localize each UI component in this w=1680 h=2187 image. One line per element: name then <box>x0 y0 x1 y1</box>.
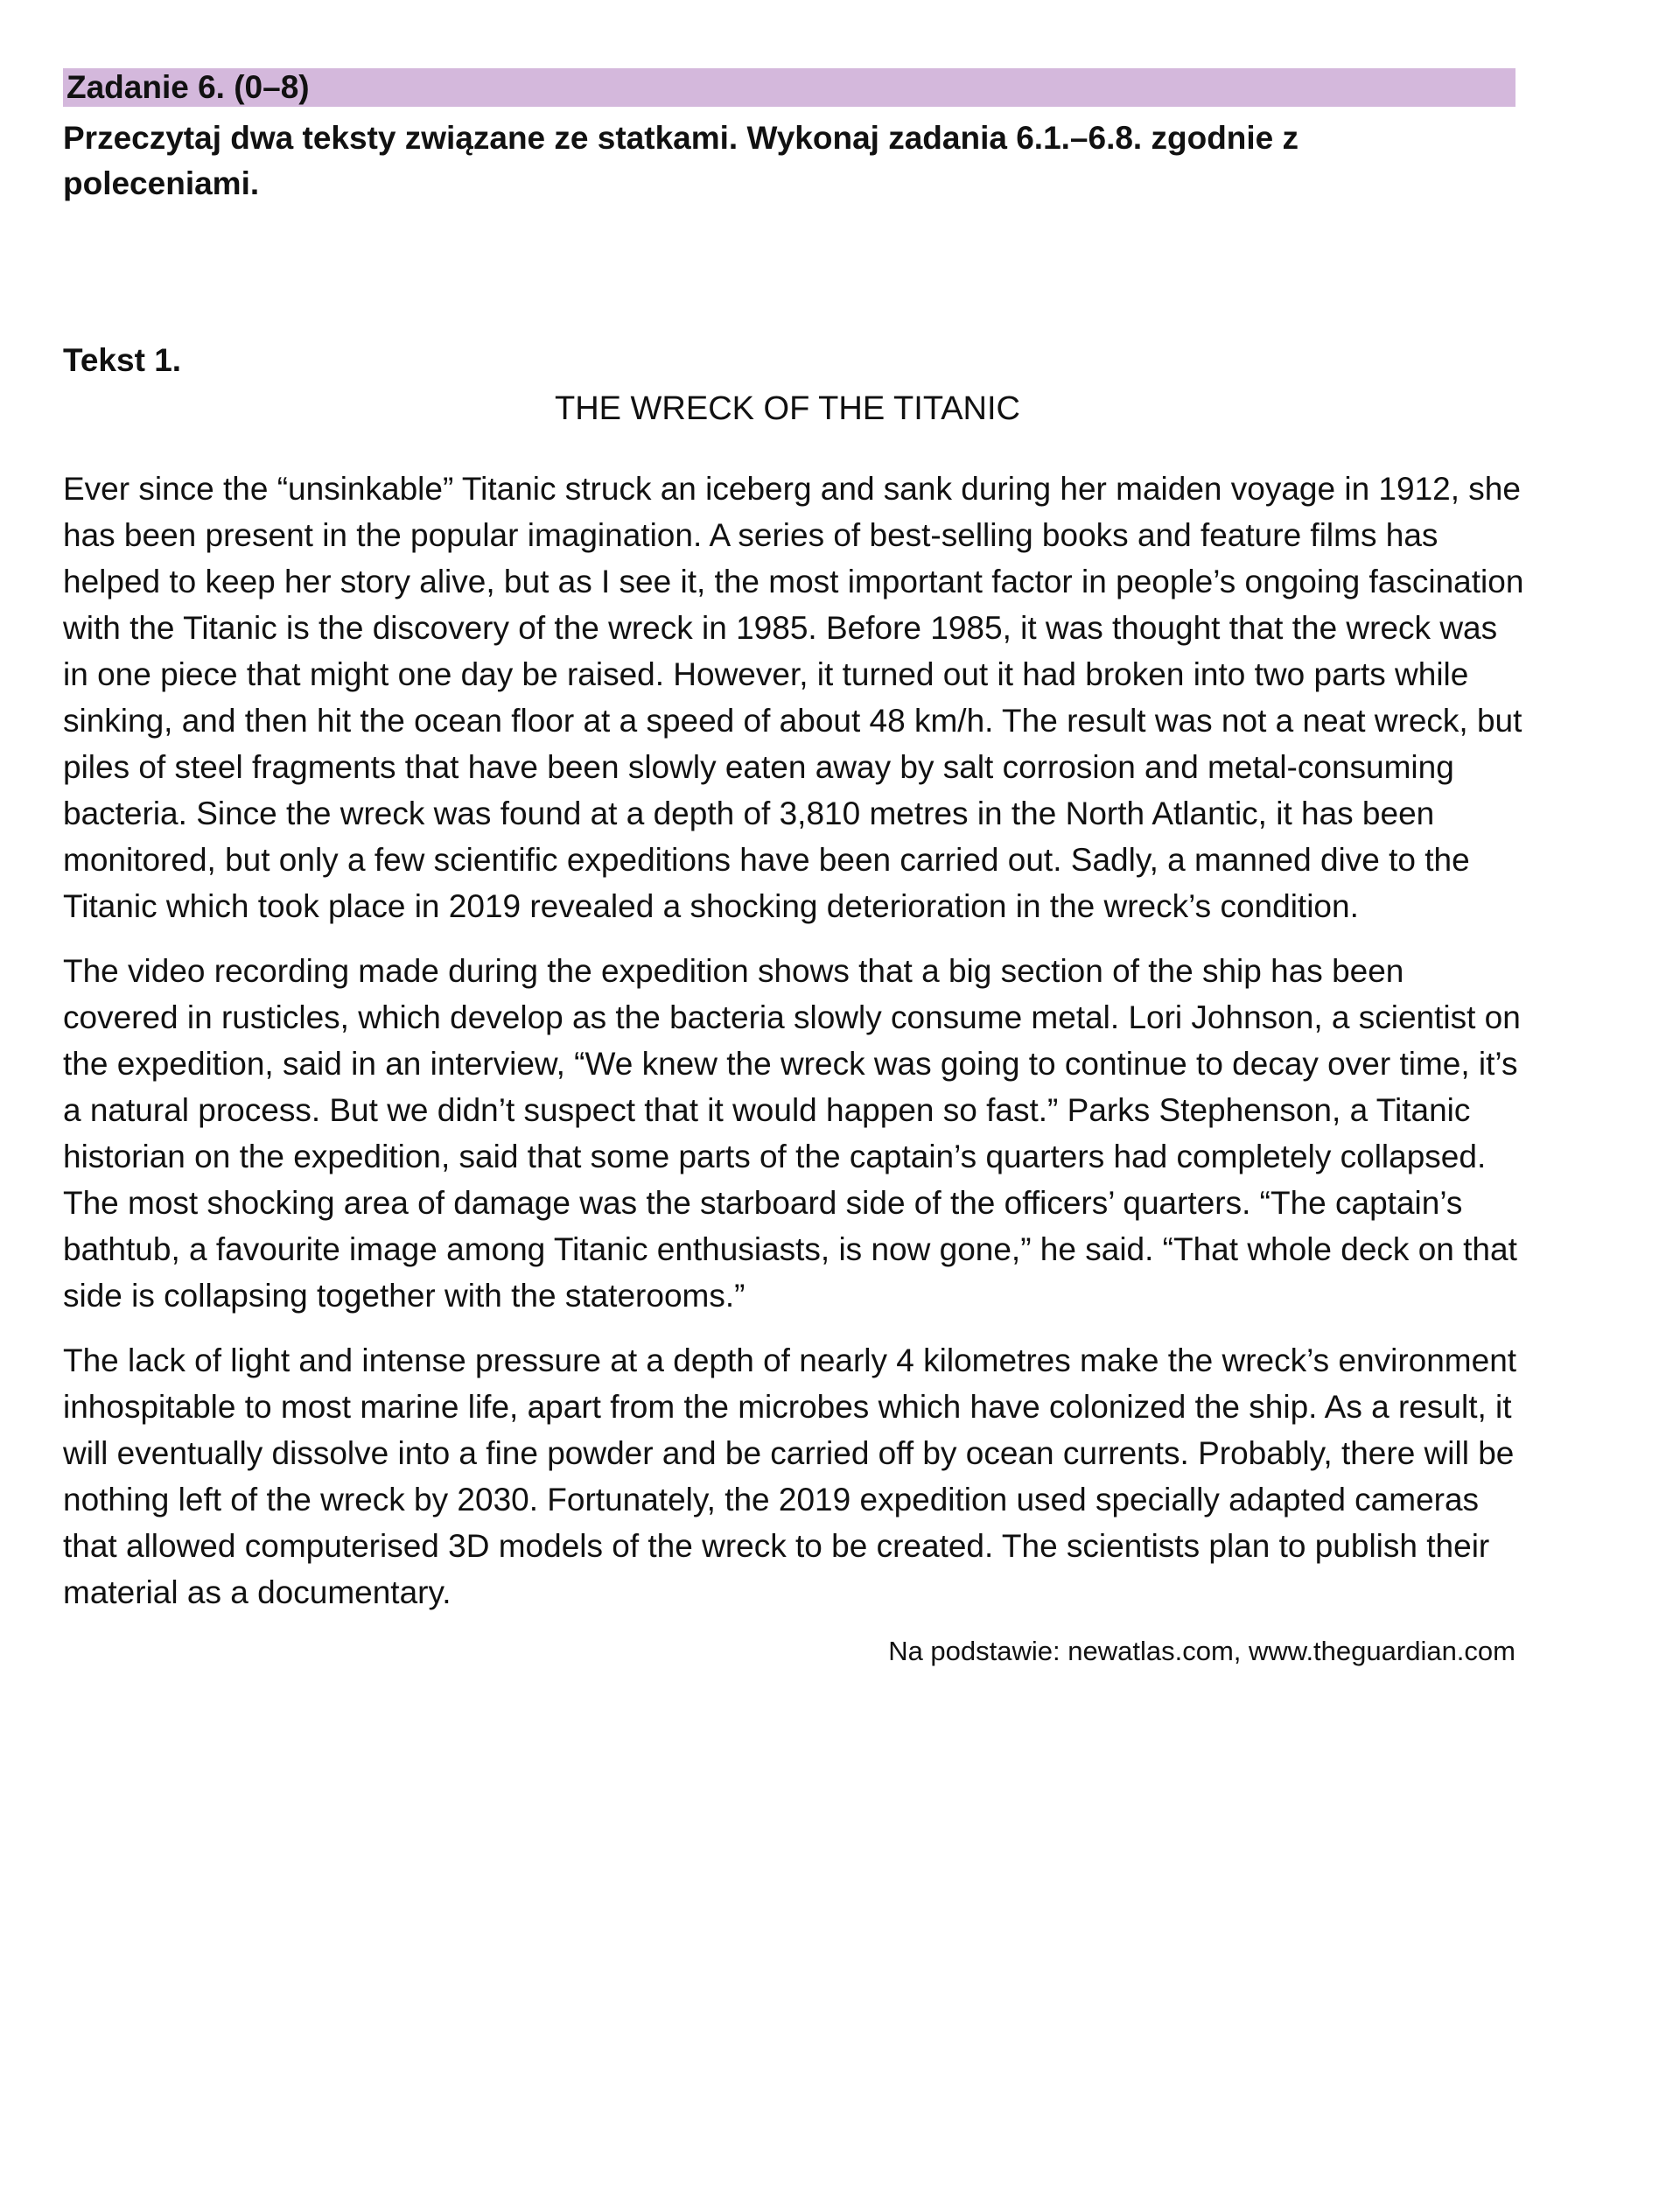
article-paragraph-3: The lack of light and intense pressure at a depth of nearly 4 kilometres make the wreck’s environment inhospitable to most marine life, apart from the microbes which have colonized the ship. As a result, it will eventually dissolve into a fine powder and be carried off by ocean currents. Probably, there will be nothing left of the wreck by 2030. Fortunately, the 2019 expedition used specially adapted cameras that allowed computerised 3D models of the wreck to be created. The scientists plan to publish their material as a documentary. <box>63 1342 1517 1610</box>
task-header: Zadanie 6. (0–8) <box>63 68 1516 107</box>
article-title: THE WRECK OF THE TITANIC <box>554 390 1021 427</box>
article-paragraph-1: Ever since the “unsinkable” Titanic struck an iceberg and sank during her maiden voyage in 1912, she has been present in the popular imagination. A series of best-selling books and feature films has helped to keep her story alive, but as I see it, the most important factor in people’s ongoing fascination with the Titanic is the discovery of the wreck in 1985. Before 1985, it was thought that the wreck was in one piece that might one day be raised. However, it turned out it had broken into two parts while sinking, and then hit the ocean floor at a speed of about 48 km/h. The result was not a neat wreck, but piles of steel fragments that have been slowly eaten away by salt corrosion and metal-consuming bacteria. Since the wreck was found at a depth of 3,810 metres in the North Atlantic, it has been monitored, but only a few scientific expeditions have been carried out. Sadly, a manned dive to the Titanic which took place in 2019 revealed a shocking deterioration in the wreck’s condition. <box>63 471 1524 924</box>
text-label: Tekst 1. <box>63 342 182 378</box>
task-instruction: Przeczytaj dwa teksty związane ze statkami. Wykonaj zadania 6.1.–6.8. zgodnie z poleceniami. <box>63 120 1299 201</box>
source-citation: Na podstawie: newatlas.com, www.theguardian.com <box>888 1636 1516 1666</box>
article-body <box>63 466 1524 1616</box>
exam-page <box>63 68 1524 1669</box>
article-paragraph-2: The video recording made during the expedition shows that a big section of the ship has been covered in rusticles, which develop as the bacteria slowly consume metal. Lori Johnson, a scientist on the expedition, said in an interview, “We knew the wreck was going to continue to decay over time, it’s a natural process. But we didn’t suspect that it would happen so fast.” Parks Stephenson, a Titanic historian on the expedition, said that some parts of the captain’s quarters had completely collapsed. The most shocking area of damage was the starboard side of the officers’ quarters. “The captain’s bathtub, a favourite image among Titanic enthusiasts, is now gone,” he said. “That whole deck on that side is collapsing together with the staterooms.” <box>63 953 1521 1314</box>
